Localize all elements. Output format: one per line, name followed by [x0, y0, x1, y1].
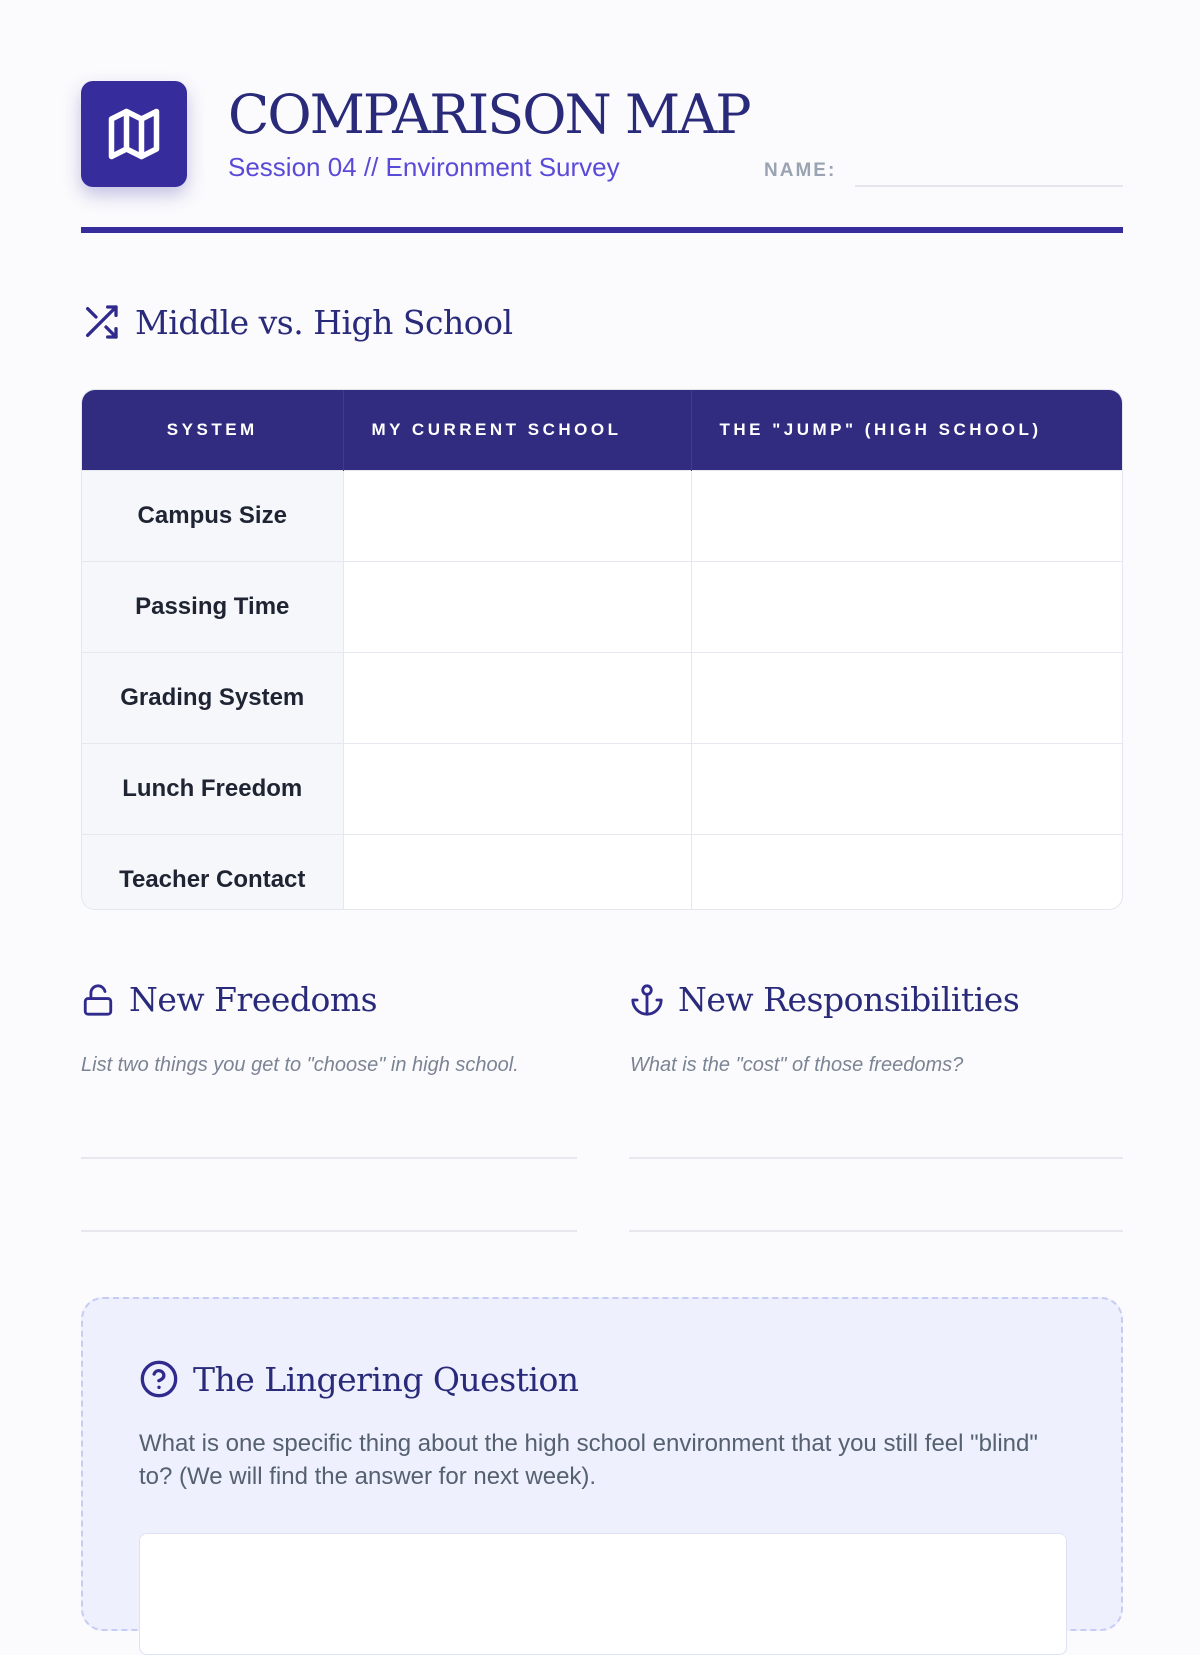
map-icon	[104, 104, 164, 164]
table-row	[82, 835, 1122, 911]
answer-cell[interactable]	[691, 653, 1122, 744]
session-subtitle: Session 04 // Environment Survey	[228, 152, 620, 182]
freedoms-title: New Freedoms	[129, 980, 378, 1019]
question-heading	[139, 1359, 579, 1399]
answer-cell[interactable]	[691, 835, 1122, 911]
responsibilities-answer-line-2[interactable]	[629, 1230, 1123, 1232]
header-divider	[81, 227, 1123, 233]
freedoms-answer-line-2[interactable]	[81, 1230, 577, 1232]
logo-badge	[81, 81, 187, 187]
freedoms-answer-line-1[interactable]	[81, 1157, 577, 1159]
answer-cell[interactable]	[343, 835, 691, 911]
responsibilities-heading	[630, 980, 1019, 1019]
question-circle-icon	[139, 1359, 179, 1399]
answer-cell[interactable]	[343, 562, 691, 653]
table-row	[82, 744, 1122, 835]
comparison-heading	[81, 302, 513, 342]
name-label: NAME:	[764, 160, 837, 181]
answer-cell[interactable]	[343, 471, 691, 562]
column-header-system: SYSTEM	[82, 390, 343, 471]
question-title: The Lingering Question	[193, 1359, 579, 1399]
row-label-campus-size: Campus Size	[82, 471, 343, 562]
freedoms-heading	[81, 980, 377, 1019]
table-row	[82, 653, 1122, 744]
freedoms-prompt: List two things you get to "choose" in high school.	[81, 1054, 519, 1076]
comparison-table	[81, 389, 1123, 910]
name-field-line[interactable]	[855, 185, 1123, 187]
column-header-current-school: MY CURRENT SCHOOL	[343, 390, 691, 471]
answer-cell[interactable]	[343, 653, 691, 744]
page-title: COMPARISON MAP	[228, 83, 750, 146]
shuffle-icon	[81, 302, 121, 342]
row-label-teacher-contact: Teacher Contact	[82, 835, 343, 911]
responsibilities-title: New Responsibilities	[678, 980, 1020, 1019]
comparison-title: Middle vs. High School	[135, 302, 513, 342]
table-row	[82, 471, 1122, 562]
answer-cell[interactable]	[691, 471, 1122, 562]
table-header-row	[82, 390, 1122, 471]
anchor-icon	[630, 983, 664, 1017]
answer-cell[interactable]	[343, 744, 691, 835]
row-label-lunch-freedom: Lunch Freedom	[82, 744, 343, 835]
question-text: What is one specific thing about the high school environment that you still feel "blind" to? (We will find the answer for next week).	[139, 1430, 1038, 1490]
column-header-high-school: THE "JUMP" (HIGH SCHOOL)	[691, 390, 1122, 471]
lingering-question-card	[81, 1297, 1123, 1631]
question-answer-box[interactable]	[139, 1533, 1067, 1655]
answer-cell[interactable]	[691, 744, 1122, 835]
row-label-passing-time: Passing Time	[82, 562, 343, 653]
table-row	[82, 562, 1122, 653]
responsibilities-prompt: What is the "cost" of those freedoms?	[630, 1054, 964, 1076]
responsibilities-answer-line-1[interactable]	[629, 1157, 1123, 1159]
unlock-icon	[81, 983, 115, 1017]
answer-cell[interactable]	[691, 562, 1122, 653]
row-label-grading-system: Grading System	[82, 653, 343, 744]
